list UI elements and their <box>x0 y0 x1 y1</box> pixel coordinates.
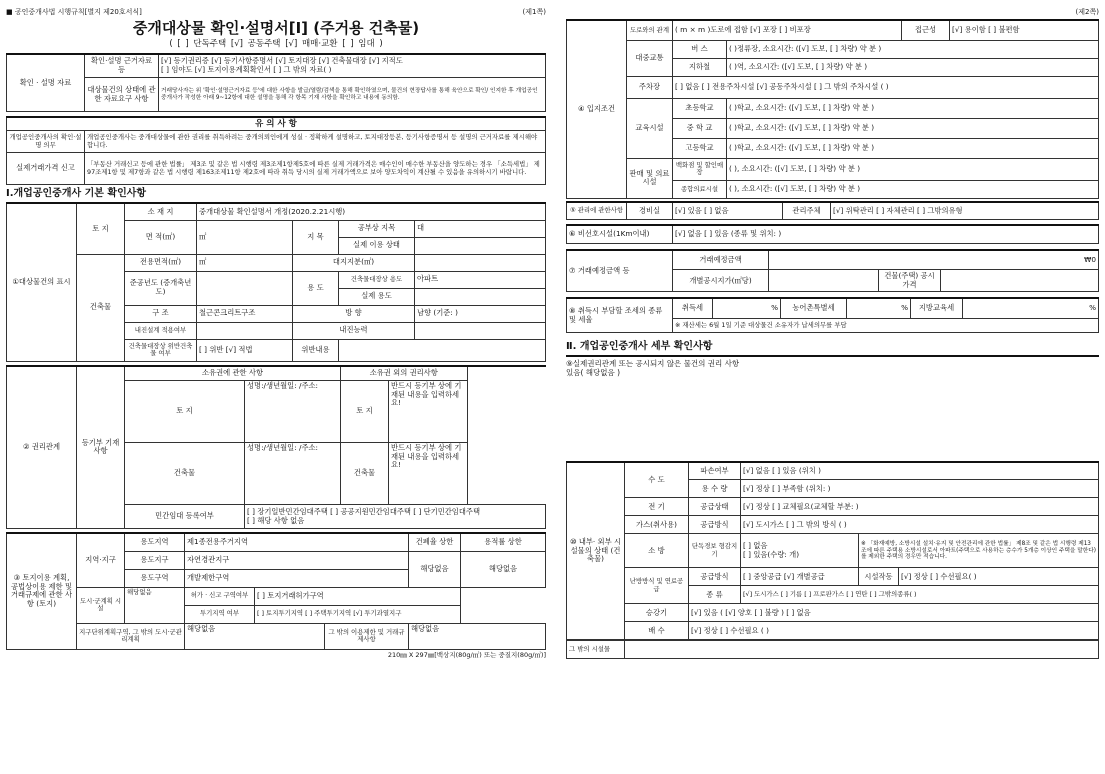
actual-use-value <box>415 237 546 254</box>
guard-value: [√] 있음 [ ] 없음 <box>673 202 783 220</box>
undesirable-label: ⑥ 비선호시설(1Km이내) <box>567 225 673 243</box>
request-label: 대상물건의 상태에 관한 자료요구 사항 <box>85 78 159 112</box>
request-text: 거래당사자는 위 '확인·설명근거자료 등'에 대한 사항을 발급/열람/검색을 통해 확인하였으며, 물건의 현장답사를 통해 육안으로 확인/ 인지한 후 개업공인중개사가 작성한 아래 9~12항에 대한 설명을 통해 각 항목 기재 사항을 확인하고 내용에 동의함. <box>159 78 546 112</box>
elem-label: 초등학교 <box>673 98 727 118</box>
structure-value: 철근콘크리트구조 <box>197 305 293 322</box>
use-label: 용 도 <box>293 271 339 305</box>
elevator-label: 승강기 <box>625 604 689 622</box>
alarm-label: 단독경보 형감지기 <box>689 534 741 568</box>
rights-land-label: 토 지 <box>125 381 245 443</box>
elem-value: ( )학교, 소요시간: ([√] 도보, [ ] 차량) 약 분 ) <box>727 98 1099 118</box>
drain-value: [√] 정상 [ ] 수선필요 ( ) <box>689 622 1099 640</box>
subway-label: 지하철 <box>673 58 727 76</box>
public-use-value: 대 <box>415 220 546 237</box>
other-facility-label: 그 밖의 시설물 <box>567 641 625 659</box>
paper-spec: 210㎜ X 297㎜[백상지(80g/㎡) 또는 중질지(80g/㎡)] <box>387 650 546 659</box>
document-title: 중개대상물 확인·설명서[Ⅰ] (주거용 건축물) <box>132 19 420 38</box>
private-rent-label: 민간임대 등록여부 <box>125 505 245 529</box>
use-zone-label: 용도구역 <box>125 569 185 587</box>
plan-facility-value: 해당없음 <box>125 587 185 623</box>
rights-group: ② 권리관계 <box>7 366 77 529</box>
property-group: ①대상물건의 표시 <box>7 203 77 361</box>
actual-use-label: 실제 이용 상태 <box>339 237 415 254</box>
transit-label: 대중교통 <box>627 40 673 76</box>
elevator-value: [√] 있음 ( [√] 양호 [ ] 불량 ) [ ] 없음 <box>689 604 1099 622</box>
house-price-value <box>941 270 1099 292</box>
use-zone-value: 개발제한구역 <box>185 569 409 587</box>
water-label: 수 도 <box>625 462 689 498</box>
gas-value: [√] 도시가스 [ ] 그 밖의 방식 ( ) <box>741 516 1099 534</box>
location-conditions-table <box>566 19 1099 199</box>
rights-building-label-2: 건축물 <box>341 443 389 505</box>
access-value: [√] 용이함 [ ] 불편함 <box>950 20 1099 40</box>
permit-value: [ ] 토지거래허가구역 <box>255 587 461 605</box>
price-group: ⑦ 거래예정금액 등 <box>567 250 673 292</box>
guard-label: 경비실 <box>627 202 673 220</box>
seismic-label: 내진설계 적용여부 <box>125 322 197 339</box>
bcr-label: 건폐율 상한 <box>409 533 461 551</box>
page-2 <box>560 0 1105 774</box>
spec-zone-label: 투기지역 여부 <box>185 605 255 623</box>
violation-value: [ ] 위반 [√] 적법 <box>197 339 293 361</box>
report-text: 「부동산 거래신고 등에 관한 법률」 제3조 및 같은 법 시행령 제3조제1항제5호에 따른 실제 거래가격은 매수인이 매수한 부동산을 양도하는 경우 「소득세법」 제97조제1항 및 제7항과 같은 법 시행령 제163조제11항 제2호에 따라 취득 당시의 실제 거래가액으로 보아 양도차익이 계산될 수 있음을 유의하시기 바랍니다. <box>85 153 546 185</box>
ownership-header: 소유권에 관한 사항 <box>125 366 341 381</box>
damage-value: [√] 없음 [ ] 있음 (위치 ) <box>741 462 1099 480</box>
jimok-label: 지 목 <box>293 220 339 254</box>
acq-tax-label: 취득세 <box>673 298 713 318</box>
price-label: 거래예정금액 <box>673 250 769 270</box>
rights-building-label: 건축물 <box>125 443 245 505</box>
land-registry-note: 반드시 등기부 상에 기재된 내용을 입력하세요! <box>389 381 468 443</box>
land-use-group: ③ 토지이용 계획, 공법상이용 제한 및 거래규제에 관한 사항 (토지) <box>7 533 77 649</box>
other-limit-value: 해당없음 <box>409 623 546 649</box>
land-owner-info: 성명:/생년월일: /주소: <box>245 381 341 443</box>
structure-label: 구 조 <box>125 305 197 322</box>
heat-op-label: 시설작동 <box>859 568 899 586</box>
page-number: (제1쪽) <box>522 8 546 16</box>
ledger-use-label: 건축물대장상 용도 <box>339 271 415 288</box>
edu-tax-label: 지방교육세 <box>911 298 963 318</box>
supply-label: 용 수 량 <box>689 480 741 498</box>
building-label: 건축물 <box>77 254 125 361</box>
confirm-label: 확인 · 설명 자료 <box>7 54 85 112</box>
district-plan-value: 해당없음 <box>185 623 325 649</box>
fuel-value: [√] 도시가스 [ ] 기름 [ ] 프로판가스 [ ] 연탄 [ ] 그밖의종류( ) <box>741 586 1099 604</box>
spec-zone-value: [ ] 토지투기지역 [ ] 주택투기지역 [√] 투기과열지구 <box>255 605 461 623</box>
page-number-2: (제2쪽) <box>1075 8 1099 16</box>
drain-label: 배 수 <box>625 622 689 640</box>
location-group: ④ 입지조건 <box>567 20 627 198</box>
mid-label: 중 학 교 <box>673 118 727 138</box>
confirm-table <box>6 53 546 113</box>
undesirable-table <box>566 224 1099 244</box>
duty-label: 개업공인중개사의 확인·설명 의무 <box>7 131 85 153</box>
heat-method-value: [ ] 중앙공급 [√] 개별공급 <box>741 568 859 586</box>
alarm-value: [ ] 없음 [ ] 있음(수량: 개) <box>741 534 859 568</box>
supply-value: [√] 정상 [ ] 부족함 (위치: ) <box>741 480 1099 498</box>
use-area-label: 용도지역 <box>125 533 185 551</box>
location-value: 중개대상물 확인설명서 개정(2020.2.21시행) <box>197 203 546 220</box>
undesirable-value: [√] 없음 [ ] 있음 (종류 및 위치: ) <box>673 225 1099 243</box>
land-share-label: 대지지분(㎡) <box>293 254 415 271</box>
direction-label: 방 향 <box>293 305 415 322</box>
edu-label: 교육시설 <box>627 98 673 158</box>
plan-facility-label: 도시·군계획 시설 <box>77 587 125 623</box>
public-use-label: 공부상 지목 <box>339 220 415 237</box>
building-owner-info: 성명:/생년월일: /주소: <box>245 443 341 505</box>
seismic-cap-label: 내진능력 <box>293 322 415 339</box>
heat-method-label: 공급방식 <box>689 568 741 586</box>
section-1-title: Ⅰ.개업공인중개사 기본 확인사항 <box>6 188 147 200</box>
use-district-label: 용도지구 <box>125 551 185 569</box>
use-area-value: 제1종전용주거지역 <box>185 533 409 551</box>
actual-use2-label: 실제 용도 <box>339 288 415 305</box>
elec-value: [√] 정상 [ ] 교체필요(교체할 부분: ) <box>741 498 1099 516</box>
far-value: 해당없음 <box>461 551 546 587</box>
manager-value: [√] 위탁관리 [ ] 자체관리 [ ] 그밖의유형 <box>831 202 1099 220</box>
district-plan-label: 지구단위계획구역, 그 밖의 도시·군관리계획 <box>77 623 185 649</box>
heat-label: 난방방식 및 연료공급 <box>625 568 689 604</box>
notice-table <box>6 116 546 185</box>
bcr-value: 해당없음 <box>409 551 461 587</box>
damage-label: 파손여부 <box>689 462 741 480</box>
seismic-cap-value <box>415 322 546 339</box>
area-unit: ㎡ <box>197 220 293 254</box>
section-2-title: Ⅱ. 개업공인중개사 세부 확인사항 <box>566 340 713 352</box>
management-group: ⑤ 관리에 관한사항 <box>567 202 627 220</box>
other-facility-table <box>566 640 1099 659</box>
manager-label: 관리주체 <box>783 202 831 220</box>
violation-content-label: 위반내용 <box>293 339 339 361</box>
rights-notice-title: ⑨실제권리관계 또는 공시되지 않은 물건의 권리 사항 <box>566 358 740 368</box>
property-table <box>6 202 546 362</box>
basis-values: [√] 등기권리증 [√] 등기사항증명서 [√] 토지대장 [√] 건축물대장 [√] 지적도 [ ] 임야도 [√] 토지이용계획확인서 [ ] 그 밖의 자료( ) <box>159 54 546 78</box>
facility-table <box>566 461 1099 641</box>
other-limit-label: 그 밖의 이용제한 및 거래규제사항 <box>325 623 409 649</box>
excl-area-label: 전용면적(㎡) <box>125 254 197 271</box>
ledger-use-value: 아파트 <box>415 271 546 288</box>
duty-text: 개업공인중개사는 중개대상물에 관한 권리를 취득하려는 중개의뢰인에게 성실 · 정확하게 설명하고, 토지대장등본, 등기사항증명서 등 설명의 근거자료를 제시해야 합니다. <box>85 131 546 153</box>
dept-value: ( ), 소요시간: ([√] 도보, [ ] 차량) 약 분 ) <box>727 158 1099 180</box>
violation-content-value <box>339 339 546 361</box>
land-use-table <box>6 532 546 650</box>
heat-op-value: [√] 정상 [ ] 수선필요( ) <box>899 568 1099 586</box>
notice-header: 유 의 사 항 <box>7 117 546 131</box>
elec-status-label: 공급상태 <box>689 498 741 516</box>
price-table <box>566 249 1099 293</box>
page-1 <box>0 0 552 774</box>
parking-label: 주차장 <box>627 76 673 98</box>
excl-area-unit: ㎡ <box>197 254 293 271</box>
registry-label: 등기부 기재사항 <box>77 366 125 529</box>
seismic-value <box>197 322 293 339</box>
hospital-value: ( ), 소요시간: ([√] 도보, [ ] 차량) 약 분 ) <box>727 180 1099 198</box>
other-rights-header: 소유권 외의 권리사항 <box>341 366 468 381</box>
tax-table <box>566 297 1099 333</box>
actual-use2-value <box>415 288 546 305</box>
rights-notice-value: 있음( 해당없음 ) <box>566 367 621 377</box>
parking-value: [ ] 없음 [ ] 전용주차시설 [√] 공동주차시설 [ ] 그 밖의 주차시설 ( ) <box>673 76 1099 98</box>
subway-value: ( )역, 소요시간: ([√] 도보, [ ] 차량) 약 분 ) <box>727 58 1099 76</box>
rural-tax-pct: % <box>847 298 911 318</box>
fuel-label: 종 류 <box>689 586 741 604</box>
access-label: 접근성 <box>902 20 950 40</box>
report-label: 실제거래가격 신고 <box>7 153 85 185</box>
mid-value: ( )학교, 소요시간: ([√] 도보, [ ] 차량) 약 분 ) <box>727 118 1099 138</box>
high-label: 고등학교 <box>673 138 727 158</box>
public-price-label: 개별공시지가(㎡당) <box>673 270 769 292</box>
private-rent-values: [ ] 장기일반민간임대주택 [ ] 공공지원민간임대주택 [ ] 단기민간임대주택 [ ] 해당 사항 없음 <box>245 505 546 529</box>
facility-group: ⑩ 내부· 외부 시설물의 상태 (건축물) <box>567 462 625 640</box>
hospital-label: 종합의료시설 <box>673 180 727 198</box>
building-registry-note: 반드시 등기부 상에 기재된 내용을 입력하세요! <box>389 443 468 505</box>
edu-tax-pct: % <box>963 298 1099 318</box>
land-share-value <box>415 254 546 271</box>
permit-label: 허가 · 신고 구역여부 <box>185 587 255 605</box>
gas-method-label: 공급방식 <box>689 516 741 534</box>
acq-tax-pct: % <box>713 298 781 318</box>
rural-tax-label: 농어촌특별세 <box>781 298 847 318</box>
elec-label: 전 기 <box>625 498 689 516</box>
rights-land-label-2: 토 지 <box>341 381 389 443</box>
land-label: 토 지 <box>77 203 125 254</box>
direction-value: 남향 (기준: ) <box>415 305 546 322</box>
house-price-label: 건물(주택) 공시가격 <box>879 270 941 292</box>
fire-label: 소 방 <box>625 534 689 568</box>
year-label: 준공년도 (증개축년도) <box>125 271 197 305</box>
tax-note: ※ 재산세는 6월 1일 기준 대상물건 소유자가 납세의무를 부담 <box>673 318 1099 332</box>
basis-label: 확인·설명 근거자료 등 <box>85 54 159 78</box>
gas-label: 가스(취사용) <box>625 516 689 534</box>
bus-value: ( )정류장, 소요시간: ([√] 도보, [ ] 차량) 약 분 ) <box>727 40 1099 58</box>
far-label: 용적률 상한 <box>461 533 546 551</box>
use-district-value: 자연경관지구 <box>185 551 409 569</box>
area-label: 면 적(㎡) <box>125 220 197 254</box>
bus-label: 버 스 <box>673 40 727 58</box>
dept-label: 백화점 및 할인매장 <box>673 158 727 180</box>
management-table <box>566 201 1099 221</box>
location-label: 소 재 지 <box>125 203 197 220</box>
public-price-value <box>769 270 879 292</box>
retail-label: 판매 및 의료시설 <box>627 158 673 198</box>
rights-table <box>6 365 546 530</box>
tax-group: ⑧ 취득시 부담할 조세의 종류 및 세율 <box>567 298 673 332</box>
zone-label: 지역·지구 <box>77 533 125 587</box>
document-subtitle: ( [ ] 단독주택 [√] 공동주택 [√] 매매·교환 [ ] 임대 ) <box>169 39 383 50</box>
form-reference: ■ 공인중개사법 시행규칙[별지 제20호서식] <box>6 8 142 16</box>
road-value: ( m × m )도로에 접함 [√] 포장 [ ] 비포장 <box>673 20 902 40</box>
fire-note: ※ 「화재예방, 소방시설 설치·유지 및 안전관리에 관한 법률」 제8조 및 같은 법 시행령 제13조에 따른 주택용 소방시설로서 아파트(주택으로 사용하는 층수가 5개층 이상인 주택을 말한다)를 제외한 주택의 경우만 적습니다. <box>859 534 1099 568</box>
other-facility-value <box>625 641 1099 659</box>
violation-label: 건축물대장상 위반건축물 여부 <box>125 339 197 361</box>
year-value <box>197 271 293 305</box>
road-label: 도로와의 관계 <box>627 20 673 40</box>
high-value: ( )학교, 소요시간: ([√] 도보, [ ] 차량) 약 분 ) <box>727 138 1099 158</box>
price-value: ₩0 <box>769 250 1099 270</box>
